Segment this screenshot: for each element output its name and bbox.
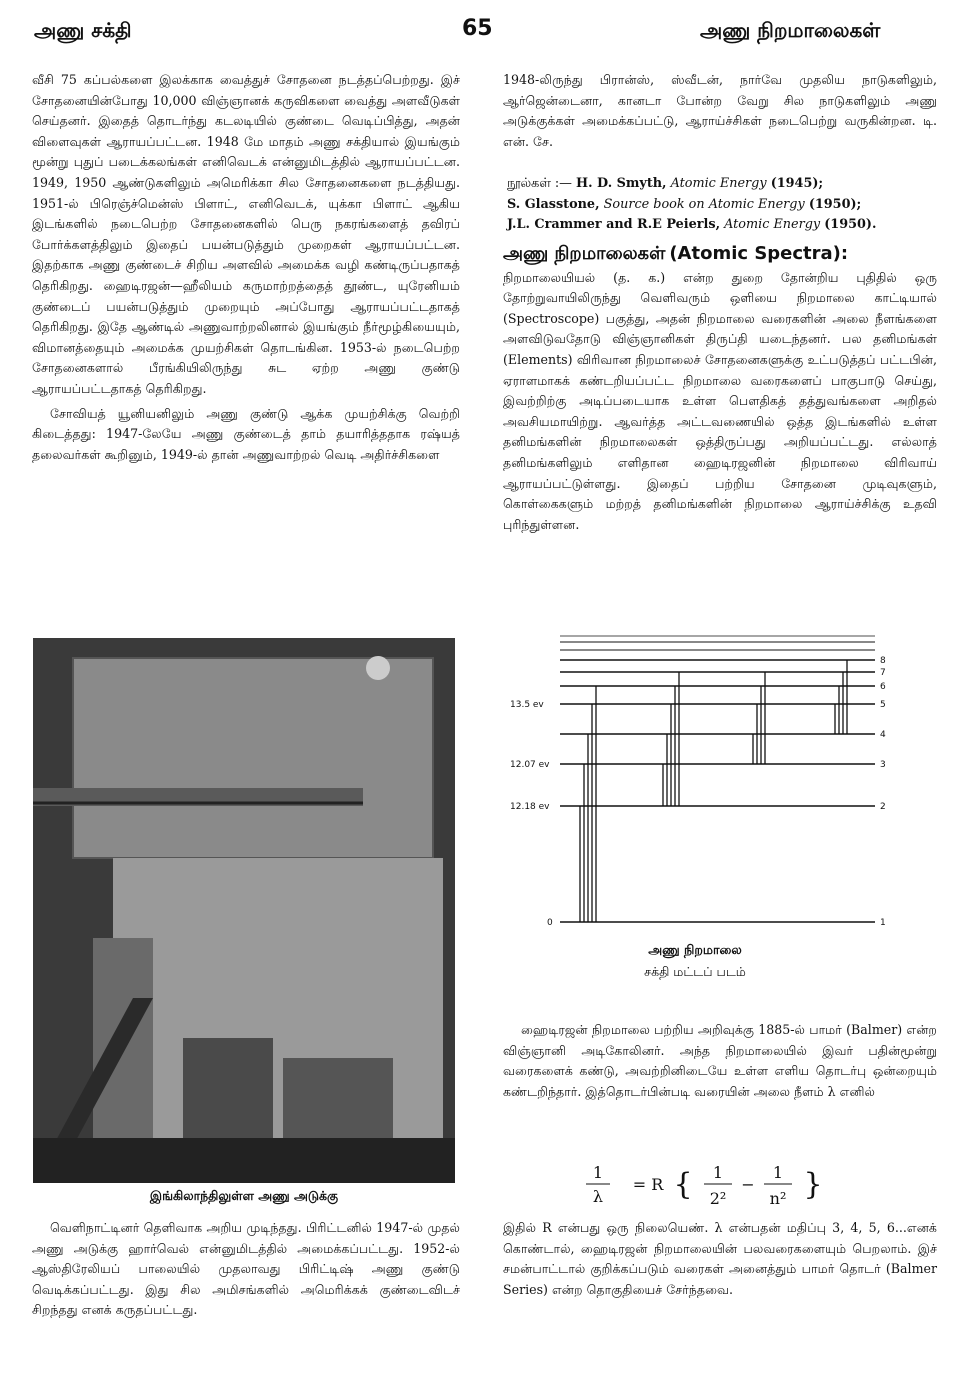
svg-text:2²: 2² [709,1189,727,1208]
svg-text:}: } [803,1167,823,1202]
paragraph: நிறமாலையியல் (த. க.) என்ற துறை தோன்றிய புதிதில் ஒரு தோற்றுவாயிலிருந்து வெளிவரும் ஒளியை நிறமாலை காட்டியால் (Spectroscope) பகுத்து, அதன் நிறமாலை வரைகளின் அலை நீளங்களை அளவிடுவதோடு விஞ்ஞானிகள் திருப்தி யடைந்தனர். பல தனிமங்கள் (Elements) விரிவான நிறமாலைச் சோதனைகளுக்கு உட்படுத்தப் பட்டபின், ஏராளமாகக் கண்டறியப்பட்ட நிறமாலை வரைகளைப் பாகுபாடு செய்து, இவற்றிற்கு அடிப்படையாக உள்ள பௌதிகத் தத்துவங்களை அறிதல் அவசியமாயிற்று. ஆவர்த்த அட்டவணையில் ஒத்த இடங்களில் உள்ள தனிமங்களின் நிறமாலைகள் ஒத்திருப்பது அறியப்பட்டது. எல்லாத் தனிமங்களிலும் எளிதான ஹைடிரஜனின் நிறமாலை விரிவாய் ஆராயப்பட்டுள்ளது. இதைப் பற்றிய சோதனை முடிவுகளும், கொள்கைகளும் மற்றத் தனிமங்களின் நிறமாலை ஆராய்ச்சிக்கு உதவி புரிந்துள்ளன. [503,269,937,532]
right-column-balmer [503,1020,937,1106]
right-column-top [503,70,937,156]
level-number: 6 [880,682,886,692]
right-column-end [503,1218,937,1304]
level-number: 1 [880,918,886,928]
paragraph: 1948-லிருந்து பிரான்ஸ், ஸ்வீடன், நார்வே முதலிய நாடுகளிலும், ஆர்ஜென்டைனா, கானடா போன்ற வேறு சில நாடுகளிலும் அணு அடுக்குக்கள் அமைக்கப்பட்டு, ஆராய்ச்சிகள் நடைபெற்று வருகின்றன. டி. என். சே. [503,72,937,149]
section-title: அணு நிறமாலைகள் [503,243,666,264]
energy-level-diagram [505,630,905,930]
paragraph: சோவியத் யூனியனிலும் அணு குண்டு ஆக்க முயற்சிக்கு வெற்றி கிடைத்தது: 1947-லேயே அணு குண்டைத் தாம் தயாரித்ததாக ரஷ்யத் தலைவர்கள் கூறினும், 1949-ல் தான் அணுவாற்றல் வெடி அதிர்ச்சிகளை [32,405,460,462]
svg-text:n²: n² [769,1189,787,1208]
paragraph: வெளிநாட்டினர் தெளிவாக அறிய முடிந்தது. பிரிட்டனில் 1947-ல் முதல் அணு அடுக்கு ஹார்வெல் என்னுமிடத்தில் அமைக்கப்பட்டது. 1952-ல் ஆஸ்திரேலியப் பாலையில் முதலாவது பிரிட்டிஷ் அணு குண்டு வெடிக்கப்பட்டது. இது சில அமிசங்களில் அமெரிக்கக் குண்டைவிடச் சிறந்தது எனக் கருதப்பட்டது. [32,1220,460,1318]
diagram-caption: அணு நிறமாலை [648,942,742,957]
svg-text:1: 1 [712,1163,724,1182]
page-number: 65 [462,16,493,41]
svg-text:{: { [673,1167,693,1202]
svg-text:−: − [741,1175,755,1194]
references-label: நூல்கள் :— [507,176,572,191]
left-column-bottom [32,1218,460,1325]
section-title-english: (Atomic Spectra): [669,243,849,264]
level-number: 7 [880,668,886,678]
reference-1: நூல்கள் :— H. D. Smyth, Atomic Energy (1945); [507,176,824,191]
paragraph: இதில் R என்பது ஒரு நிலையெண். λ என்பதன் மதிப்பு 3, 4, 5, 6...எனக் கொண்டால், ஹைடிரஜன் நிறமாலையின் பலவரைகளையும் பெறலாம். இச் சமன்பாட்டால் குறிக்கப்படும் வரைகள் அனைத்தும் பாமர் தொடர் (Balmer Series) என்ற தொகுதியைச் சேர்ந்தவை. [503,1220,937,1297]
level-number: 4 [880,730,886,740]
svg-text:= R: = R [632,1175,664,1194]
running-header-right: அணு நிறமாலைகள் [700,18,881,42]
svg-text:λ: λ [592,1187,604,1206]
energy-label: 13.5 ev [510,700,544,710]
reference-3: J.L. Crammer and R.E Peierls, Atomic Energy (1950). [507,217,877,232]
reactor-photo [33,638,455,1183]
running-header-left: அணு சக்தி [34,18,132,42]
energy-label: 0 [547,918,553,928]
paragraph: ஹைடிரஜன் நிறமாலை பற்றிய அறிவுக்கு 1885-ல் பாமர் (Balmer) என்ற விஞ்ஞானி அடிகோலினர். அந்த நிறமாலையில் இவர் பதின்மூன்று வரைகளைக் கண்டு, அவற்றினிடையே உள்ள எளிய தொடர்பு ஒன்றையும் கண்டறிந்தார். இத்தொடர்பின்படி வரையின் அலை நீளம் λ எனில் [503,1022,937,1099]
energy-label: 12.18 ev [510,802,550,812]
svg-text:1: 1 [772,1163,784,1182]
level-number: 5 [880,700,886,710]
section-atomic-spectra [503,244,937,539]
level-number: 8 [880,656,886,666]
photo-caption: இங்கிலாந்திலுள்ள அணு அடுக்கு [149,1188,339,1203]
svg-text:1: 1 [592,1163,604,1182]
references [507,174,937,236]
energy-label: 12.07 ev [510,760,550,770]
level-number: 2 [880,802,886,812]
reference-2: S. Glasstone, Source book on Atomic Energy (1950); [507,196,862,212]
paragraph: வீசி 75 கப்பல்களை இலக்காக வைத்துச் சோதனை நடத்தப்பெற்றது. இச் சோதனையின்போது 10,000 விஞ்ஞானக் கருவிகளை வைத்து அளவீடுகள் செய்தனர். இதைத் தொடர்ந்து கடலடியில் குண்டை வெடிப்பித்து, அதன் விளைவுகள் ஆராயப்பட்டன. 1948 மே மாதம் அணு சக்தியால் இயங்கும் மூன்று புதுப் படைக்கலங்கள் எனிவெடக் என்னுமிடத்தில் ஆராயப்பட்டன. 1949, 1950 ஆண்டுகளிலும் அமெரிக்கா சில சோதனைகளை நடத்தியது. 1951-ல் பிரெஞ்ச்மென்ஸ் பிளாட், எனிவெடக், யுக்கா பிளாட் ஆகிய இடங்களில் நடைபெற்ற சோதனைகளில் பெரு நகரங்களைத் தவிரப் போர்க்களத்திலும் இதைப் பயன்படுத்தும் முறைகள் ஆராயப்பட்டன. இதற்காக அணு குண்டைச் சிறிய அளவில் அமைக்க வழி கண்டிருப்பதாகத் தெரிகிறது. ஹைடிரஜன்—ஹீலியம் கருமாற்றத்தைத் தூண்ட, யுரேனியம் குண்டைப் பயன்படுத்தும் முறையும் அப்போது ஆராயப்பட்டதாகத் தெரிகிறது. இதே ஆண்டில் அணுவாற்றலினால் இயங்கும் நீர்மூழ்கியையும், விமானத்தையும் அமைக்க முயற்சிகள் தொடங்கின. 1953-ல் நடைபெற்ற சோதனைகளால் பீரங்கியிலிருந்து சுட ஏற்ற அணு குண்டு ஆராயப்பட்டதாகத் தெரிகிறது. [32,72,461,396]
diagram-subcaption: சக்தி மட்டப் படம் [644,964,746,979]
left-column-top [32,70,460,469]
balmer-formula [578,1160,838,1210]
level-number: 3 [880,760,886,770]
